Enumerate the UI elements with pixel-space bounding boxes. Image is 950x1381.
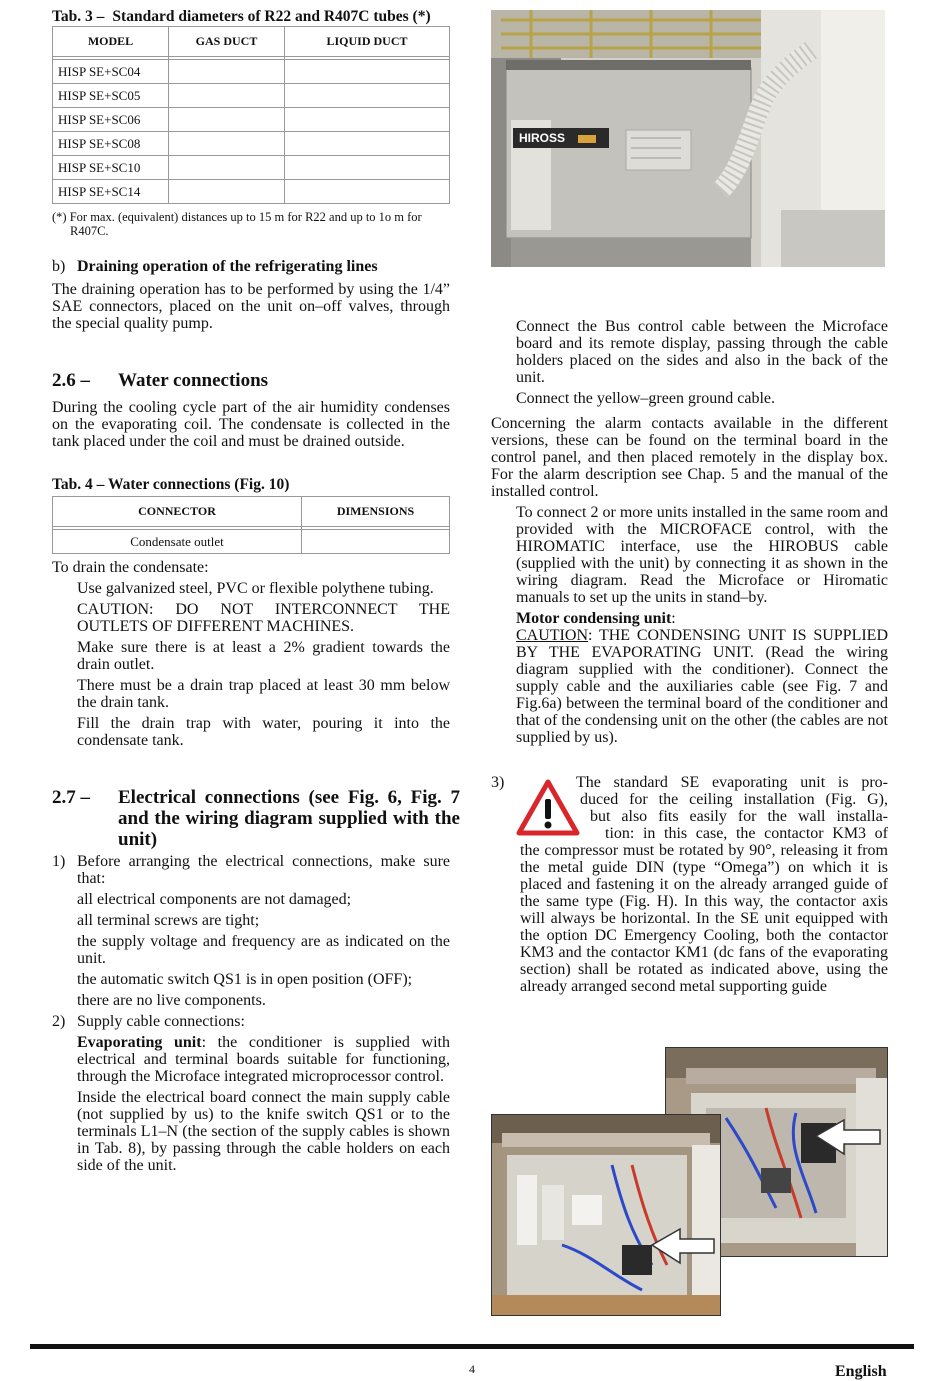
list-item: the automatic switch QS1 is in open position (OFF); xyxy=(77,971,413,988)
language-label: English xyxy=(835,1363,887,1380)
list-item: all electrical components are not damaged; xyxy=(77,891,352,908)
evaporating-unit-paragraph xyxy=(52,1034,450,1085)
tab3-caption-label: Tab. 3 – xyxy=(52,8,105,25)
drain-intro: To drain the condensate: xyxy=(52,559,209,576)
unit-photo xyxy=(491,10,885,267)
section-b-heading xyxy=(52,258,450,275)
alarm-paragraph: Concerning the alarm contacts available in the different versions, these can be found on the terminal board in the control panel, and then placed remotely in the display box. For the alarm description see Chap. 5 and the manual of the installed control. xyxy=(491,415,888,500)
tab3-caption xyxy=(52,8,450,25)
tab3-caption-title: Standard diameters of R22 and R407C tubes (*) xyxy=(112,8,431,25)
table-cell: HISP SE+SC14 xyxy=(53,180,169,204)
motor-unit-heading xyxy=(491,610,888,627)
electrical-board-photo-left xyxy=(491,1114,721,1316)
table-cell xyxy=(169,180,285,204)
table-cell: HISP SE+SC06 xyxy=(53,108,169,132)
table-header: LIQUID DUCT xyxy=(285,27,450,57)
list-item: there are no live components. xyxy=(77,992,266,1009)
page-number: 4 xyxy=(469,1362,475,1376)
item-3-label: 3) xyxy=(491,774,505,791)
caution-paragraph xyxy=(491,627,888,746)
table-cell xyxy=(169,84,285,108)
table-cell xyxy=(169,132,285,156)
caution-word: CAUTION xyxy=(516,627,588,644)
item-3-rest: the compressor must be rotated by 90°, releasing it from the metal guide DIN (type “Omega”) on which it is placed and fastening it on the already arranged guide of the same type (Fig. H). In this way, the contactor axis will always be horizontal. In the SE unit equipped with the option DC Emergency Cooling, both the contactor KM3 and the contactor KM1 (dc fans of the evaporating section) shall be rotated as indicated above, using the already arranged second metal supporting guide xyxy=(520,842,888,995)
tab3-table xyxy=(52,26,450,204)
item-label: 1) xyxy=(52,853,66,870)
section-b-body: The draining operation has to be performed by using the 1/4” SAE connectors, placed on the unit on–off valves, through the special quality pump. xyxy=(52,281,450,332)
table-row xyxy=(53,108,450,132)
evaporating-unit-text: : the conditioner is supplied with electrical and terminal boards suitable for functioning, through the Microface integrated microprocessor control. xyxy=(77,1034,450,1085)
item-3-line: The standard SE evaporating unit is pro- xyxy=(576,774,888,791)
table-cell xyxy=(285,180,450,204)
table-row xyxy=(53,156,450,180)
item-3-line: duced for the ceiling installation (Fig. G), xyxy=(580,791,888,808)
list-item: Fill the drain trap with water, pouring it into the condensate tank. xyxy=(77,715,450,749)
table-cell xyxy=(169,108,285,132)
item-3-text xyxy=(520,774,888,995)
table-cell: HISP SE+SC10 xyxy=(53,156,169,180)
table-cell xyxy=(285,132,450,156)
table-cell xyxy=(285,108,450,132)
list-item: the supply voltage and frequency are as indicated on the unit. xyxy=(77,933,450,967)
brand-text: HIROSS xyxy=(519,131,566,145)
tab4-caption: Tab. 4 – Water connections (Fig. 10) xyxy=(52,476,290,493)
table-header-row xyxy=(53,27,450,57)
table-cell: HISP SE+SC08 xyxy=(53,132,169,156)
section-number: 2.6 – xyxy=(52,370,90,391)
table-row xyxy=(53,530,450,554)
table-header-row xyxy=(53,497,450,527)
drain-list xyxy=(52,580,450,749)
electrical-board-drawing xyxy=(492,1115,720,1315)
caution-text: : THE CONDENSING UNIT IS SUPPLIED BY THE EVAPORATING UNIT. (Read the wiring diagram supplied with the conditioner). Connect the supply cable and the auxiliaries cable (see Fig. 7 and Fig.6a) between the terminal board of the conditioner and that of the condensing unit on the other (the cables are not supplied by us). xyxy=(516,627,888,746)
section-title: Water connections xyxy=(118,370,269,391)
table-cell xyxy=(285,156,450,180)
section-2-6-body: During the cooling cycle part of the air humidity condenses on the evaporating coil. The condensate is collected in the tank placed under the coil and must be drained outside. xyxy=(52,399,450,450)
item-2 xyxy=(52,1013,450,1030)
table-header: MODEL xyxy=(53,27,169,57)
table-cell: HISP SE+SC04 xyxy=(53,60,169,84)
item-3-line: but also fits easily for the wall installa- xyxy=(590,808,888,825)
table-header: DIMENSIONS xyxy=(302,497,450,527)
ground-cable-paragraph: Connect the yellow–green ground cable. xyxy=(516,390,776,407)
section-number: 2.7 – xyxy=(52,787,90,808)
table-header: GAS DUCT xyxy=(169,27,285,57)
section-title: Electrical connections (see Fig. 6, Fig. 7 and the wiring diagram supplied with the unit) xyxy=(118,787,460,850)
section-b-label: b) xyxy=(52,258,66,275)
item-1 xyxy=(52,853,450,887)
list-item: Use galvanized steel, PVC or flexible polythene tubing. xyxy=(77,580,434,597)
table-row xyxy=(53,180,450,204)
item-text: Supply cable connections: xyxy=(77,1013,245,1030)
table-cell xyxy=(285,60,450,84)
footer-rule xyxy=(30,1344,914,1349)
item-3-line: tion: in this case, the contactor KM3 of xyxy=(605,825,888,842)
bus-cable-paragraph: Connect the Bus control cable between the Microface board and its remote display, passing through the cable holders placed on the sides and also in the back of the unit. xyxy=(516,318,888,386)
tab4-table xyxy=(52,496,450,554)
evaporating-unit-label: Evaporating unit xyxy=(77,1034,202,1051)
inside-board-paragraph: Inside the electrical board connect the main supply cable (not supplied by us) to the knife switch QS1 or to the terminals L1–N (the section of the supply cables is shown in Tab. 8), by passing through the cable holders on each side of the unit. xyxy=(77,1089,450,1174)
brand-label xyxy=(513,128,609,148)
list-item: all terminal screws are tight; xyxy=(77,912,260,929)
section-2-7-heading xyxy=(52,787,460,850)
list-item: There must be a drain trap placed at least 30 mm below the drain tank. xyxy=(77,677,450,711)
table-cell xyxy=(169,60,285,84)
list-item: CAUTION: DO NOT INTERCONNECT THE OUTLETS OF DIFFERENT MACHINES. xyxy=(77,601,450,635)
right-column xyxy=(491,318,888,746)
list-item: Make sure there is at least a 2% gradient towards the drain outlet. xyxy=(77,639,450,673)
table-cell: HISP SE+SC05 xyxy=(53,84,169,108)
motor-unit-colon: : xyxy=(671,610,676,627)
table-row xyxy=(53,84,450,108)
table-row xyxy=(53,60,450,84)
tab3-footnote: (*) For max. (equivalent) distances up to 15 m for R22 and up to 1o m for R407C. xyxy=(52,210,422,238)
section-2-6-heading xyxy=(52,370,450,391)
table-cell xyxy=(169,156,285,180)
table-cell xyxy=(302,530,450,554)
table-row xyxy=(53,132,450,156)
item-text: Before arranging the electrical connections, make sure that: xyxy=(77,853,450,887)
item-label: 2) xyxy=(52,1013,66,1030)
table-header: CONNECTOR xyxy=(53,497,302,527)
connect-units-paragraph: To connect 2 or more units installed in the same room and provided with the MICROFACE control, with the HIROMATIC interface, use the HIROBUS cable (supplied with the unit) by connecting it as shown in the wiring diagram. Read the Microface or Hiromatic manuals to set up the units in stand–by. xyxy=(516,504,888,606)
left-column xyxy=(52,8,460,1174)
brand-tag xyxy=(578,135,596,143)
section-b-title: Draining operation of the refrigerating lines xyxy=(77,258,378,275)
table-cell xyxy=(285,84,450,108)
motor-unit-label: Motor condensing unit xyxy=(516,610,672,627)
table-cell: Condensate outlet xyxy=(53,530,302,554)
